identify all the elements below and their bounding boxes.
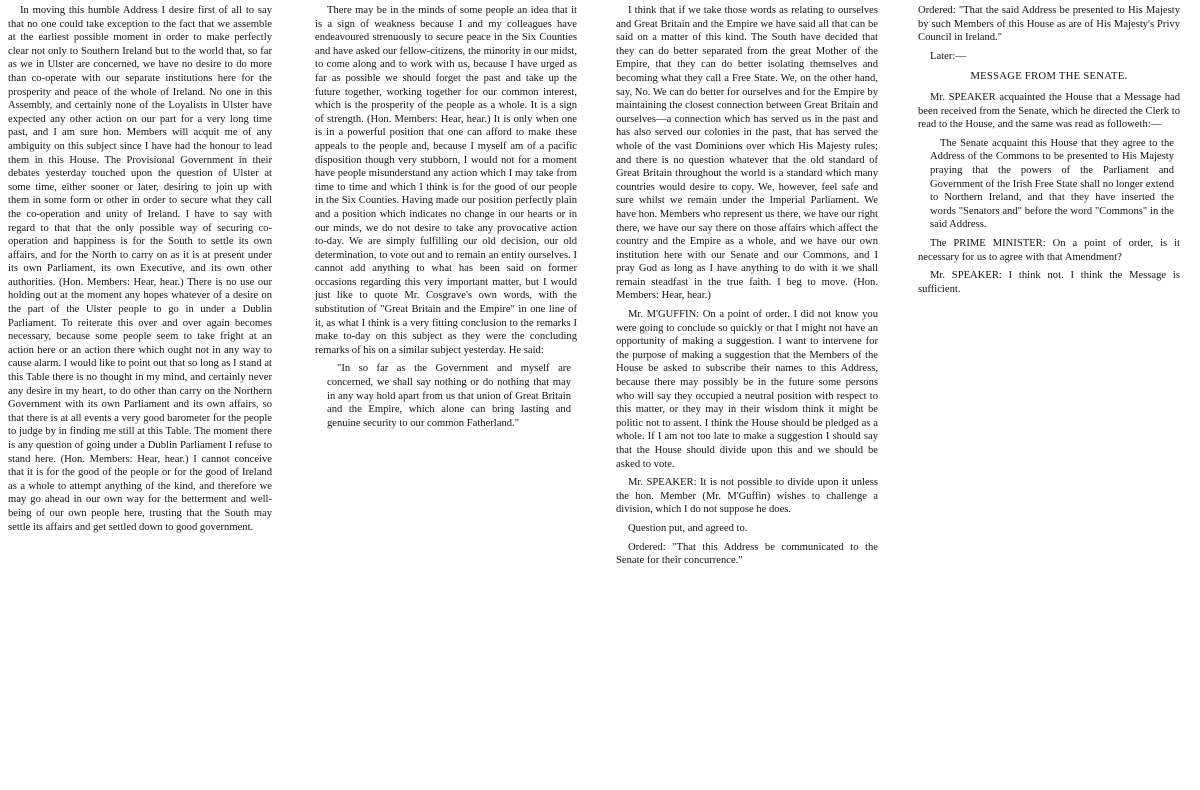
- paragraph: Later:—: [930, 50, 966, 62]
- paragraph: Mr. SPEAKER acquainted the House that a Message had been received from the Senate, which he directed the Clerk to read to the House, and the same was read as followeth:—: [918, 91, 1180, 131]
- paragraph: Mr. M'GUFFIN: On a point of order. I did not know you were going to conclude so quickly or that I might not have an opportunity of making a suggestion. I want to intervene for the purpose of making a suggestion that the Members of the House be asked to subscribe their names to this Address, because there may possibly be in the future some persons who will say they occupied a neutral position with respect to this matter, or they may in their wisdom think it might be politic not to assent. I think the House should be pledged as a whole. If I am not too late to make a suggestion I should say that the House should divide upon this and we should be asked to vote.: [616, 309, 878, 470]
- text-column-2: [315, 4, 577, 435]
- paragraph: Ordered: "That the said Address be presented to His Majesty by such Members of this House as are of His Majesty's Privy Council in Ireland.": [918, 5, 1180, 44]
- paragraph: Mr. SPEAKER: I think not. I think the Message is sufficient.: [918, 270, 1180, 295]
- paragraph: In moving this humble Address I desire first of all to say that no one could take exception to the fact that we assemble at the earliest possible moment in order to make perfectly clear not only to Southern Ireland but to the world that, so far as we in Ulster are concerned, we have no desire to do more than co-operate with our separate institutions here for the prosperity and peace of the whole of Ireland. No one in this Assembly, and certainly none of the Loyalists in Ulster have expected any other action on our part for a very long time past, and I am sure hon. Members will acquit me of any ambiguity on this subject since I have had the honour to lead them in this House. The Provisional Government in their debates yesterday touched upon the question of Ulster at some time, either sooner or later, desiring to join up with them in some form or other in order to secure what they call the co-operation and unity of Ireland. I have to say with regard to that that the only possible way of securing co-operation and happiness is for the South to settle its own affairs, and for the North to carry on as it is at present under its own Parliament, its own Executive, and its own other authorities. (Hon. Members: Hear, hear.) There is no use our holding out at the moment any hopes whatever of a desire on the part of the Ulster people to go in under a Dublin Parliament. To reiterate this over and over again becomes necessary, because some people seem to take fright at an action here or an action there which ought not in any way to cause alarm. I would like to point out that so long as I stand at this Table there is no thought in my mind, and certainly never any desire in my heart, to do other than carry on the Northern Government with its own Parliament and its own affairs, so that there is at all events a very good barometer for the people to judge by in finding me still at this Table. The moment there is any question of going under a Dublin Parliament I refuse to stand here. (Hon. Members: Hear, hear.) I cannot conceive that it is for the good of the people or for the good of Ireland as a whole to attempt anything of the kind, and therefore we may go ahead in our own way for the betterment and well-being of our own people here, trusting that the South may settle its affairs and get settled down to good government.: [8, 5, 272, 533]
- paragraph: There may be in the minds of some people an idea that it is a sign of weakness because I and my colleagues have endeavoured strenuously to secure peace in the Six Counties and have asked our fellow-citizens, the minority in our midst, to come along and to work with us, because I have urged as far as possible we should forget the past and take up the future together, working together for our common interest, which is the prosperity of the people as a whole. It is a sign of strength. (Hon. Members: Hear, hear.) It is only when one is in a powerful position that one can afford to make these appeals to the people and, because I myself am of a pacific disposition though very stubborn, I would not for a moment have people misunderstand any action which I may take from time to time and which I think is for the good of our people in the Six Counties. Having made our position perfectly plain and a position which indicates no change in our hearts or in our minds, we do not desire to take any provocative action to-day. We are simply fulfilling our old decision, our old determination, to vote out and to remain an entity ourselves. I cannot add anything to what has been said on former occasions regarding this very important matter, but I would just like to quote Mr. Cosgrave's own words, with the substitution of "Great Britain and the Empire" in one line of it, as what I think is a very fitting conclusion to the remarks I make to-day on this subject as they were the concluding remarks of his on a similar subject yesterday. He said:: [315, 5, 577, 356]
- paragraph: Question put, and agreed to.: [628, 522, 748, 534]
- quoted-message: The Senate acquaint this House that they agree to the Address of the Commons to be presented to His Majesty praying that the powers of the Parliament and Government of the Irish Free State shall no longer extend to Northern Ireland, and that they have inserted the words "Senators and" before the word "Commons" in the said Address.: [930, 137, 1174, 231]
- text-column-4: [918, 4, 1180, 301]
- text-column-3: [616, 4, 878, 573]
- paragraph: The PRIME MINISTER: On a point of order, is it necessary for us to agree with that Amendment?: [918, 237, 1180, 263]
- section-heading: MESSAGE FROM THE SENATE.: [970, 71, 1128, 83]
- quoted-passage: "In so far as the Government and myself are concerned, we shall say nothing or do nothing that may in any way hold apart from us that union of Great Britain and the Empire, which alone can bring lasting and genuine security to our common Fatherland.": [327, 363, 571, 429]
- paragraph: Ordered: "That this Address be communicated to the Senate for their concurrence.": [616, 541, 878, 567]
- text-column-1: [8, 4, 272, 539]
- paragraph: I think that if we take those words as relating to ourselves and Great Britain and the Empire we have said all that can be said on a matter of this kind. The South have decided that they can do better separated from the great Mother of the Empire, that they can do better isolating themselves and becoming what they call a Free State. We, on the other hand, say, No. We can do better for ourselves and for the Empire by maintaining the closest connection between Great Britain and ourselves—a connection which has served us in the past and has also served our colonies in the past, that has served the whole of the vast Dominions over which His Majesty rules; and there is no question whatever that the old standard of Great Britain throughout the world is a standard which many countries would desire to copy. We, however, feel safe and sure whilst we remain under the Imperial Parliament. We have hon. Members who represent us there, we have our right there, we have our say there on those affairs which affect the country and the Empire as a whole, and we have our own institution here with our Senate and our Commons, and I pray God as long as I have anything to do with it we shall remain steadfast in the true faith. I beg to move. (Hon. Members: Hear, hear.): [616, 5, 878, 302]
- paragraph: Mr. SPEAKER: It is not possible to divide upon it unless the hon. Member (Mr. M'Guffin) wishes to challenge a division, which I do not suppose he does.: [616, 477, 878, 516]
